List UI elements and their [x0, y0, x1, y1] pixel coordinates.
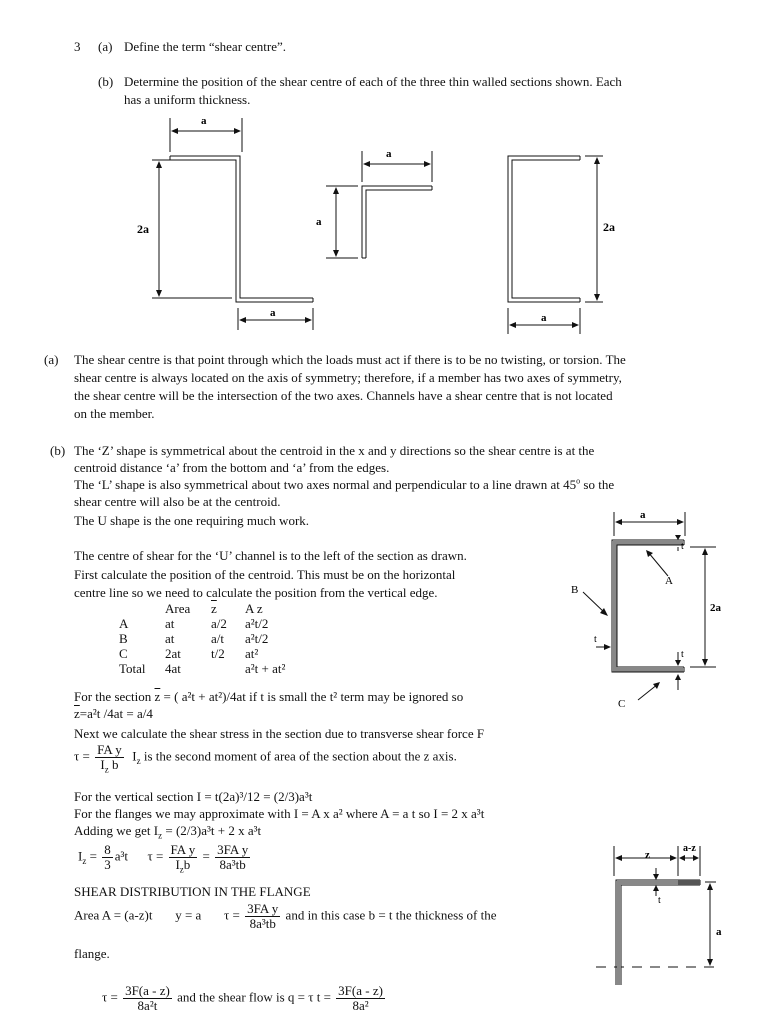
centroid-line-2: $\overline{z}=a^2t$ /4at = a/4	[74, 706, 153, 721]
l-top-dim-label: a	[386, 148, 392, 160]
answer-a-line-1: The shear centre is that point through which the loads must act if there is to be no twisting, or torsion. The	[74, 352, 626, 367]
table-row: B at a/t a²t/2	[119, 631, 269, 646]
u2-label-a: A	[665, 575, 673, 587]
answer-b-line-1: The ‘Z’ shape is symmetrical about the centroid in the x and y directions so the shear centre is at the	[74, 443, 595, 458]
flange-tail: flange.	[74, 946, 110, 961]
moment-equation: $I_z$ = $\frac{8}{3}$ a³t τ = $\frac{\text{FA y}}{I_zb}$ = $\frac{\text{3FA y}}{\text{8a³tb}}$	[78, 842, 249, 875]
answer-a-line-2: shear centre is always located on the axis of symmetry; therefore, if a member has two axes of symmetry,	[74, 370, 622, 385]
channel-text-3: centre line so we need to calculate the position from the vertical edge.	[74, 585, 438, 600]
u2-t-top-label: t	[681, 541, 684, 552]
answer-b-line-4: shear centre will also be at the centroid.	[74, 494, 281, 509]
final-equation: τ = $\frac{3F(a - z)}{\text{8a²t}}$ and the shear flow is q = τ t = $\frac{3F(a - z)}{\text{8a²}}$	[102, 983, 383, 1013]
answer-a-label: (a)	[44, 352, 59, 367]
channel-text-2: First calculate the position of the centroid. This must be on the horizontal	[74, 567, 456, 582]
z-side-dim-label: 2a	[137, 222, 149, 236]
moment-line-1: For the vertical section I = t(2a)³/12 = (2/3)a³t	[74, 789, 313, 804]
u-bottom-dim-label: a	[541, 312, 547, 324]
stress-intro: Next we calculate the shear stress in the section due to transverse shear force F	[74, 726, 485, 741]
centroid-table	[119, 601, 285, 676]
answer-b-line-3: The ‘L’ shape is also symmetrical about two axes normal and perpendicular to a line drawn at 45$^o$ so the	[74, 476, 615, 492]
table-row: C 2at t/2 at²	[119, 646, 259, 661]
flange-equation: Area A = (a-z)t y = a τ = $\frac{\text{3FA y}}{\text{8a³tb}}$ and in this case b = t the thickness of the	[74, 901, 497, 931]
u2-label-c: C	[618, 698, 626, 710]
moment-line-3: Adding we get $I_z = (2/3)a^3t + 2$ x a³t	[74, 823, 262, 841]
stress-equation: τ = $\frac{\text{FA y}}{I_z b}$ $I_z$ is the second moment of area of the section about the z axis.	[74, 742, 457, 775]
u2-t-left-label: t	[594, 634, 597, 645]
centroid-line-1: For the section $\overline{z}$ = ( a²t + at²)/4at if t is small the t² term may be ignored so	[74, 689, 464, 704]
part-b-line-2: has a uniform thickness.	[124, 92, 251, 107]
table-row: Total 4at a²t + at²	[119, 661, 286, 676]
answer-a-line-3: the shear centre will be the intersection of the two axes. Channels have a shear centre that is not located	[74, 388, 613, 403]
z-top-dim-label: a	[201, 115, 207, 127]
flange-t-label: t	[658, 895, 661, 906]
u-side-dim-label: 2a	[603, 220, 615, 234]
z-bottom-dim-label: a	[270, 307, 276, 319]
flange-a-z-label: a-z	[683, 843, 696, 854]
answer-a-line-4: on the member.	[74, 406, 155, 421]
flange-a-label: a	[716, 926, 722, 938]
table-row: Area $\overline{z}$ A z	[119, 601, 285, 616]
part-b-line-1: Determine the position of the shear centre of each of the three thin walled sections shown. Each	[124, 74, 622, 89]
l-side-dim-label: a	[316, 216, 322, 228]
flange-z-label: z	[645, 849, 650, 861]
answer-b-line-2: centroid distance ‘a’ from the bottom and ‘a’ from the edges.	[74, 460, 390, 475]
az-header: A z	[245, 601, 263, 616]
part-a-text: Define the term “shear centre”.	[124, 39, 287, 54]
answer-b-line-5: The U shape is the one requiring much work.	[74, 513, 310, 528]
u2-side-dim-label: 2a	[710, 602, 721, 614]
u2-t-bottom-label: t	[681, 649, 684, 660]
u2-top-dim-label: a	[640, 509, 646, 521]
part-b-label: (b)	[98, 74, 114, 89]
u2-label-b: B	[571, 584, 579, 596]
channel-text-1: The centre of shear for the ‘U’ channel is to the left of the section as drawn.	[74, 548, 467, 563]
table-row: A at a/2 a²t/2	[119, 616, 269, 631]
question-number: 3	[74, 39, 81, 54]
answer-b-label: (b)	[50, 443, 66, 458]
flange-heading: SHEAR DISTRIBUTION IN THE FLANGE	[74, 884, 311, 899]
part-a-label: (a)	[98, 39, 113, 54]
moment-line-2: For the flanges we may approximate with I = A x a² where A = a t so I = 2 x a³t	[74, 806, 485, 821]
